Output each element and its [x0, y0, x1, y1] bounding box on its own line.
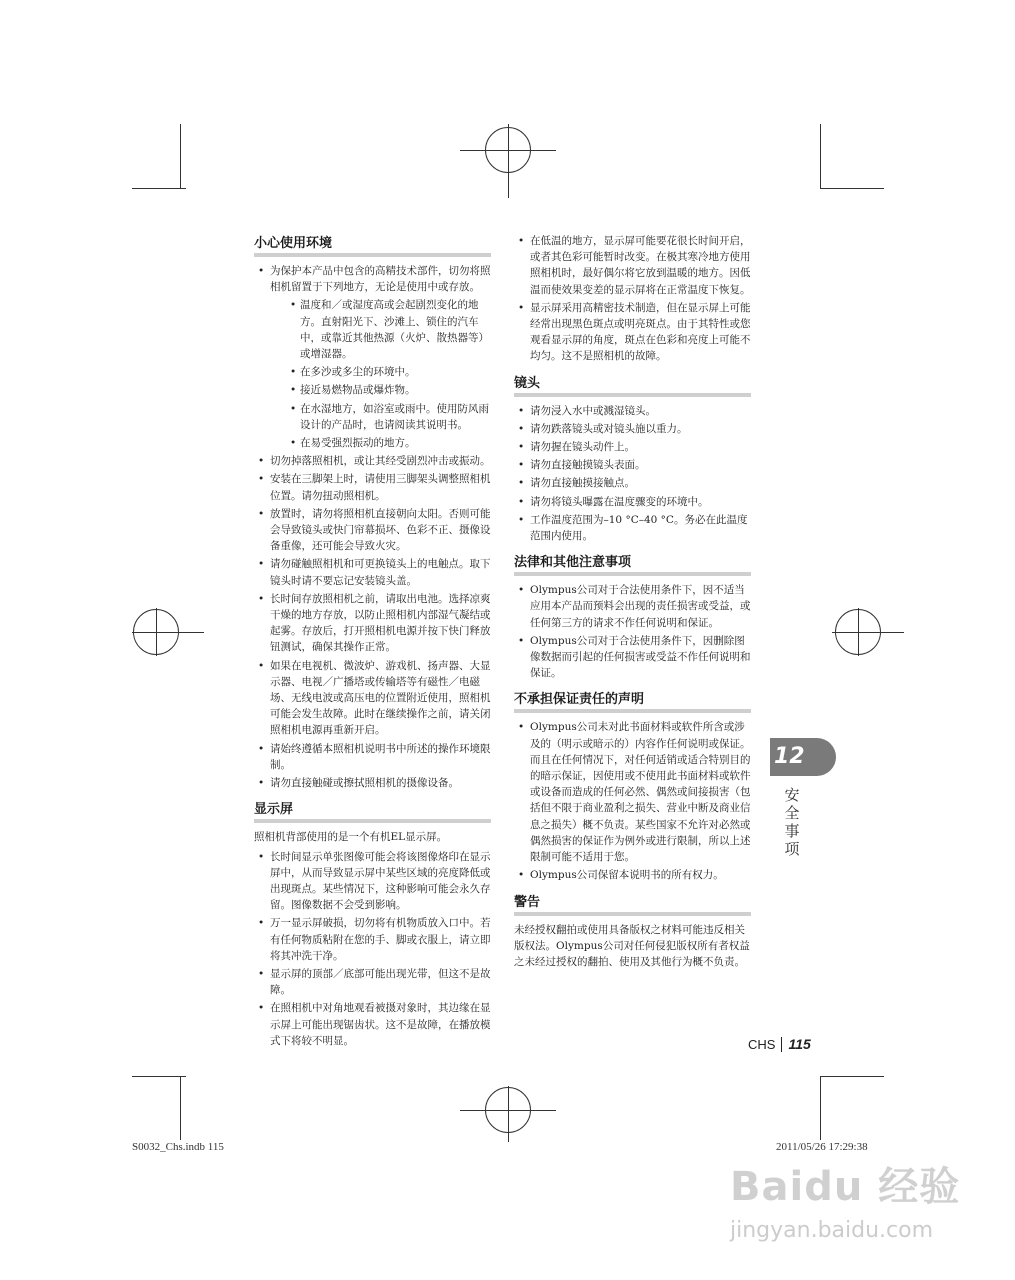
display-list — [254, 849, 491, 1049]
legal-list — [514, 582, 751, 681]
section-title-environment: 小心使用环境 — [254, 233, 491, 257]
page-number — [748, 1036, 811, 1052]
sub-list-item: • 在水湿地方，如浴室或雨中。使用防风雨设计的产品时，也请阅读其说明书。 — [270, 401, 491, 433]
list-item: • 在低温的地方，显示屏可能要花很长时间开启，或者其色彩可能暂时改变。在极其寒冷地方使用照相机时，最好偶尔将它放到温暖的地方。因低温而使效果变差的显示屏将在正常温度下恢复。 — [514, 233, 751, 298]
lens-list — [514, 403, 751, 545]
list-item: • 请勿跌落镜头或对镜头施以重力。 — [514, 421, 751, 437]
list-item: • 显示屏采用高精密技术制造，但在显示屏上可能经常出现黑色斑点或明亮斑点。由于其特性或您观看显示屏的角度，斑点在色彩和亮度上可能不均匀。这不是照相机的故障。 — [514, 300, 751, 365]
sub-list-item: • 在多沙或多尘的环境中。 — [270, 364, 491, 380]
display-list-continued — [514, 233, 751, 365]
list-item: • 工作温度范围为–10 °C–40 °C。务必在此温度范围内使用。 — [514, 512, 751, 544]
list-item: • 请勿握在镜头动件上。 — [514, 439, 751, 455]
list-item: • 请勿将镜头曝露在温度骤变的环境中。 — [514, 494, 751, 510]
list-item: • Olympus公司未对此书面材料或软件所含或涉及的（明示或暗示的）内容作任何说明或保证。而且在任何情况下，对任何适销或适合特别目的的暗示保证，因使用或不使用此书面材料或软件或设备而造成的任何必然、偶然或间接损害（包括但不限于商业盈利之损失、营业中断及商业信息之损失）概不负责。某些国家不允许对必然或偶然损害的保证作为例外或进行限制，所以上述限制可能不适用于您。 — [514, 719, 751, 865]
list-item: • 请勿直接触碰或擦拭照相机的摄像设备。 — [254, 775, 491, 791]
list-item: • Olympus公司对于合法使用条件下，因删除图像数据而引起的任何损害或受益不作任何说明和保证。 — [514, 633, 751, 682]
list-item — [254, 263, 491, 451]
watermark-logo: Baidu 经验 — [730, 1164, 961, 1210]
list-item: • 请勿碰触照相机和可更换镜头上的电触点。取下镜头时请不要忘记安装镜头盖。 — [254, 556, 491, 588]
left-column — [254, 233, 491, 1051]
display-intro: 照相机背部使用的是一个有机EL显示屏。 — [254, 831, 448, 844]
section-title-warning: 警告 — [514, 892, 751, 916]
list-item: • 长时间显示单张图像可能会将该图像烙印在显示屏中，从而导致显示屏中某些区域的亮度降低或出现斑点。某些情况下，这种影响可能会永久存留。图像数据不会受到影响。 — [254, 849, 491, 914]
list-item-text: 为保护本产品中包含的高精技术部件，切勿将照相机留置于下列地方，无论是使用中或存放。 — [270, 265, 491, 294]
section-title-disclaimer: 不承担保证责任的声明 — [514, 689, 751, 713]
page-language: CHS — [748, 1037, 782, 1052]
page-number-value: 115 — [788, 1036, 811, 1052]
disclaimer-list — [514, 719, 751, 883]
list-item: • 如果在电视机、微波炉、游戏机、扬声器、大显示器、电视／广播塔或传输塔等有磁性／电磁场、无线电波或高压电的位置附近使用，照相机可能会发生故障。此时在继续操作之前，请关闭照相机电源再重新开启。 — [254, 658, 491, 739]
list-item: • 切勿掉落照相机，或让其经受剧烈冲击或振动。 — [254, 453, 491, 469]
environment-list — [254, 263, 491, 791]
list-item: • 请始终遵循本照相机说明书中所述的操作环境限制。 — [254, 741, 491, 773]
section-title-lens: 镜头 — [514, 373, 751, 397]
list-item: • 长时间存放照相机之前，请取出电池。选择凉爽干燥的地方存放，以防止照相机内部湿气凝结或起雾。存放后，打开照相机电源并按下快门释放钮测试，确保其操作正常。 — [254, 591, 491, 656]
right-column — [514, 233, 751, 973]
footer-file: S0032_Chs.indb 115 — [132, 1141, 224, 1153]
warning-text: 未经授权翻拍或使用具备版权之材料可能违反相关版权法。Olympus公司对任何侵犯版权所有者权益之未经过授权的翻拍、使用及其他行为概不负责。 — [514, 923, 750, 968]
sub-list-item: • 接近易燃物品或爆炸物。 — [270, 382, 491, 398]
list-item: • 请勿直接触摸接触点。 — [514, 475, 751, 491]
list-item: • Olympus公司对于合法使用条件下，因不适当应用本产品而预料会出现的责任损害或受益，或任何第三方的请求不作任何说明和保证。 — [514, 582, 751, 631]
list-item: • 请勿浸入水中或溅湿镜头。 — [514, 403, 751, 419]
sub-list-item: • 温度和／或湿度高或会起剧烈变化的地方。直射阳光下、沙滩上、锁住的汽车中，或靠近其他热源（火炉、散热器等）或增湿器。 — [270, 297, 491, 362]
list-item: • 万一显示屏破损，切勿将有机物质放入口中。若有任何物质粘附在您的手、脚或衣服上，请立即将其冲洗干净。 — [254, 915, 491, 964]
list-item: • 显示屏的顶部／底部可能出现光带，但这不是故障。 — [254, 966, 491, 998]
section-title-legal: 法律和其他注意事项 — [514, 552, 751, 576]
list-item: • Olympus公司保留本说明书的所有权力。 — [514, 867, 751, 883]
watermark-url: jingyan.baidu.com — [730, 1218, 934, 1243]
chapter-tab: 12 — [770, 738, 836, 776]
list-item: • 安装在三脚架上时，请使用三脚架头调整照相机位置。请勿扭动照相机。 — [254, 471, 491, 503]
environment-sublist — [270, 297, 491, 451]
chapter-label: 安全事项 — [784, 786, 800, 858]
section-title-display: 显示屏 — [254, 799, 491, 823]
list-item: • 在照相机中对角地观看被摄对象时，其边缘在显示屏上可能出现锯齿状。这不是故障，在播放模式下将较不明显。 — [254, 1000, 491, 1049]
footer-timestamp: 2011/05/26 17:29:38 — [776, 1141, 868, 1153]
list-item: • 请勿直接触摸镜头表面。 — [514, 457, 751, 473]
list-item: • 放置时，请勿将照相机直接朝向太阳。否则可能会导致镜头或快门帘幕损坏、色彩不正、摄像设备重像，还可能会导致火灾。 — [254, 506, 491, 555]
sub-list-item: • 在易受强烈振动的地方。 — [270, 435, 491, 451]
